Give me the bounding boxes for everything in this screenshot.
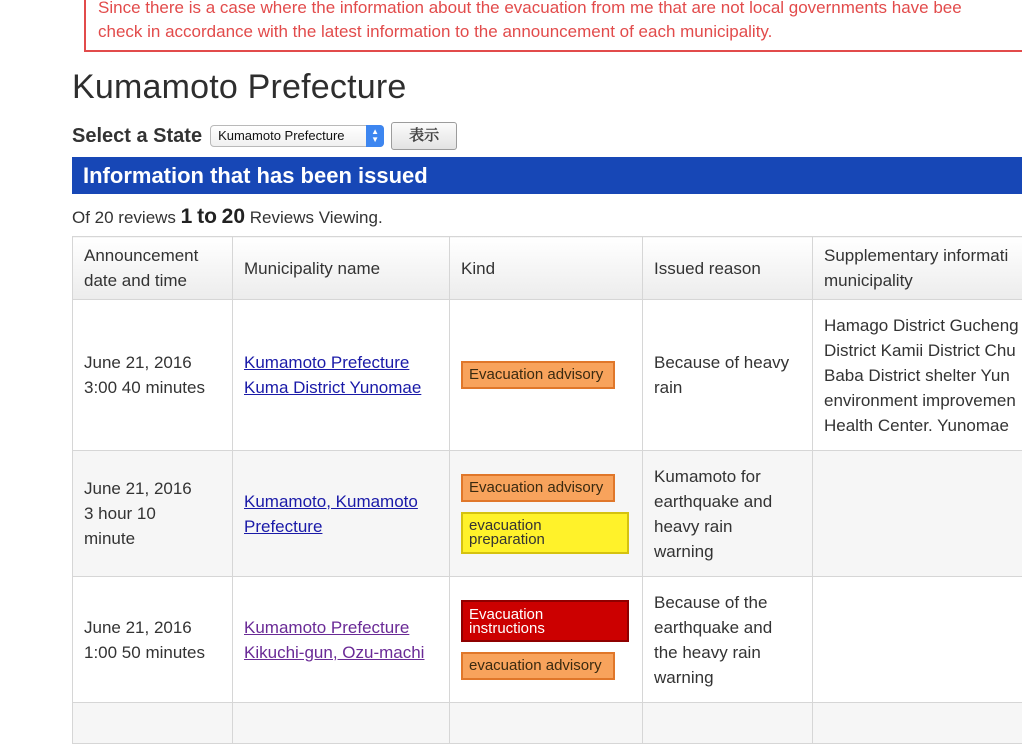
cell-supplementary xyxy=(813,300,1022,451)
header-date xyxy=(73,237,233,300)
count-to: to xyxy=(197,205,217,228)
date-line: 3:00 40 minutes xyxy=(84,375,221,400)
page-title: Kumamoto Prefecture xyxy=(72,68,407,107)
count-start: 1 xyxy=(181,205,193,228)
cell-date xyxy=(73,451,233,577)
cell-kind xyxy=(450,451,643,577)
reason-line: warning xyxy=(654,539,801,564)
supplementary-line: District Kamii District Chu xyxy=(824,338,1022,363)
results-count xyxy=(72,205,383,229)
state-selector-row xyxy=(72,122,457,150)
cell-kind xyxy=(450,577,643,703)
date-line: 3 hour 10 xyxy=(84,501,221,526)
table-row xyxy=(73,300,1022,451)
date-line: June 21, 2016 xyxy=(84,476,221,501)
reason-line: earthquake and xyxy=(654,615,801,640)
municipality-line: Kumamoto Prefecture xyxy=(244,618,409,637)
supplementary-line: Hamago District Gucheng xyxy=(824,313,1022,338)
cell-supplementary xyxy=(813,703,1022,744)
date-line: June 21, 2016 xyxy=(84,615,221,640)
municipality-link[interactable] xyxy=(244,492,418,536)
notice-line-1: Since there is a case where the information about the evacuation from me that are not local governments have bee xyxy=(98,0,1022,20)
select-arrows-icon: ▲ ▼ xyxy=(366,125,384,147)
cell-reason xyxy=(643,300,813,451)
date-line: minute xyxy=(84,526,221,551)
cell-reason xyxy=(643,577,813,703)
supplementary-line: Baba District shelter Yun xyxy=(824,363,1022,388)
cell-date xyxy=(73,577,233,703)
municipality-link[interactable] xyxy=(244,618,424,662)
table-header-row xyxy=(73,237,1022,300)
cell-reason xyxy=(643,451,813,577)
state-select-dropdown[interactable] xyxy=(210,125,384,147)
header-supplementary-line-1: Supplementary informati xyxy=(824,243,1022,268)
reason-line: warning xyxy=(654,665,801,690)
evacuation-preparation-badge: evacuation preparation xyxy=(461,512,629,554)
date-line: June 21, 2016 xyxy=(84,350,221,375)
reason-line: earthquake and xyxy=(654,489,801,514)
reason-line: rain xyxy=(654,375,801,400)
evacuation-advisory-badge: Evacuation advisory xyxy=(461,361,615,389)
count-prefix: Of 20 reviews xyxy=(72,208,176,227)
municipality-line: Kikuchi-gun, Ozu-machi xyxy=(244,643,424,662)
header-date-line-1: Announcement xyxy=(84,243,221,268)
cell-date xyxy=(73,300,233,451)
header-supplementary xyxy=(813,237,1022,300)
cell-kind xyxy=(450,300,643,451)
header-reason: Issued reason xyxy=(643,237,813,300)
issued-info-banner: Information that has been issued xyxy=(72,157,1022,194)
reason-line: Because of heavy xyxy=(654,350,801,375)
evacuation-advisory-badge: Evacuation advisory xyxy=(461,474,615,502)
supplementary-line: environment improvemen xyxy=(824,388,1022,413)
reason-line: Kumamoto for xyxy=(654,464,801,489)
table-row xyxy=(73,577,1022,703)
date-line: 1:00 50 minutes xyxy=(84,640,221,665)
reason-line: the heavy rain xyxy=(654,640,801,665)
evacuation-advisory-badge: evacuation advisory xyxy=(461,652,615,680)
evacuation-instructions-badge: Evacuation instructions xyxy=(461,600,629,642)
cell-municipality xyxy=(233,703,450,744)
cell-municipality xyxy=(233,577,450,703)
municipality-line: Kumamoto, Kumamoto xyxy=(244,492,418,511)
display-button[interactable]: 表示 xyxy=(391,122,457,150)
notice-line-2: check in accordance with the latest information to the announcement of each municipality. xyxy=(98,20,1022,44)
header-municipality: Municipality name xyxy=(233,237,450,300)
supplementary-line: Health Center. Yunomae xyxy=(824,413,1022,438)
header-supplementary-line-2: municipality xyxy=(824,268,1022,293)
cell-reason xyxy=(643,703,813,744)
header-date-line-2: date and time xyxy=(84,268,221,293)
count-suffix: Reviews Viewing. xyxy=(250,208,383,227)
notice-text xyxy=(98,0,1022,44)
cell-date xyxy=(73,703,233,744)
cell-municipality xyxy=(233,451,450,577)
cell-supplementary xyxy=(813,577,1022,703)
municipality-line: Prefecture xyxy=(244,517,322,536)
header-kind: Kind xyxy=(450,237,643,300)
reason-line: Because of the xyxy=(654,590,801,615)
municipality-line: Kumamoto Prefecture xyxy=(244,353,409,372)
cell-supplementary xyxy=(813,451,1022,577)
municipality-link[interactable] xyxy=(244,353,421,397)
state-selector-label: Select a State xyxy=(72,125,202,148)
municipality-line: Kuma District Yunomae xyxy=(244,378,421,397)
cell-kind xyxy=(450,703,643,744)
count-end: 20 xyxy=(222,205,245,228)
issued-info-table xyxy=(72,236,1022,744)
table-row xyxy=(73,451,1022,577)
table-row xyxy=(73,703,1022,744)
reason-line: heavy rain xyxy=(654,514,801,539)
evacuation-notice-box xyxy=(84,0,1022,52)
state-select-value: Kumamoto Prefecture xyxy=(218,128,344,143)
cell-municipality xyxy=(233,300,450,451)
